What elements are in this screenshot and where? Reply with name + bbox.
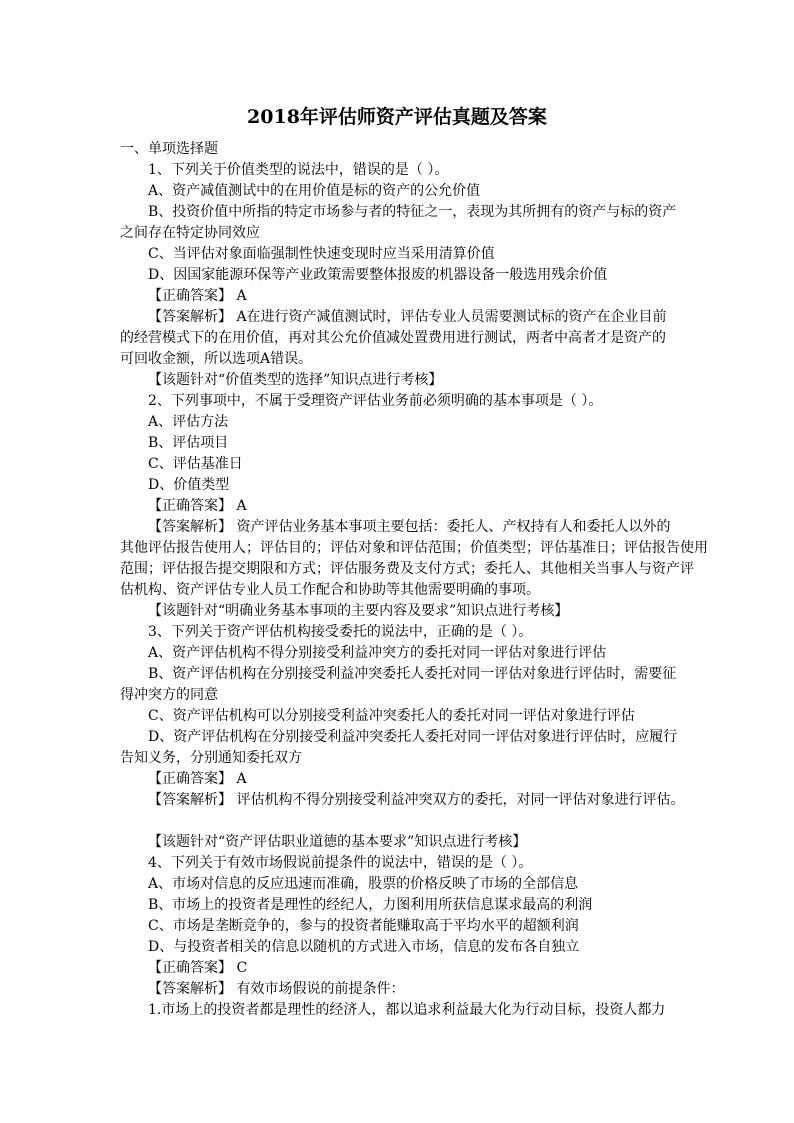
q4-stem: 4、下列关于有效市场假说前提条件的说法中，错误的是（ ）。: [148, 855, 533, 871]
q2-topic: 【该题针对“明确业务基本事项的主要内容及要求”知识点进行考核】: [148, 603, 569, 619]
q3-option-a: A、资产评估机构不得分别接受利益冲突方的委托对同一评估对象进行评估: [148, 645, 607, 661]
q1-analysis-line: 的经营模式下的在用价值，再对其公允价值减处置费用进行测试，两者中高者才是资产的: [120, 330, 666, 346]
q2-option-c: C、评估基准日: [148, 456, 243, 472]
q1-option-c: C、当评估对象面临强制性快速变现时应当采用清算价值: [148, 246, 495, 262]
q1-option-b: B、投资价值中所指的特定市场参与者的特征之一，表现为其所拥有的资产与标的资产: [148, 204, 677, 220]
q4-option-c: C、市场是垄断竞争的，参与的投资者能赚取高于平均水平的超额利润: [148, 918, 579, 934]
q3-answer: 【正确答案】 A: [148, 771, 247, 787]
q4-answer: 【正确答案】 C: [148, 960, 248, 976]
q2-analysis-line: 范围；评估报告提交期限和方式；评估服务费及支付方式；委托人、其他相关当事人与资产评: [120, 561, 694, 577]
q2-analysis-line: 其他评估报告使用人；评估目的；评估对象和评估范围；价值类型；评估基准日；评估报告使用: [120, 540, 708, 556]
q3-analysis-line: 【答案解析】 评估机构不得分别接受利益冲突双方的委托，对同一评估对象进行评估。: [148, 792, 685, 808]
q1-analysis-line: 【答案解析】 A在进行资产减值测试时，评估专业人员需要测试标的资产在企业目前: [148, 309, 667, 325]
q1-answer: 【正确答案】 A: [148, 288, 247, 304]
q3-option-b-cont: 得冲突方的同意: [120, 687, 218, 703]
q2-analysis-line: 估机构、资产评估专业人员工作配合和协助等其他需要明确的事项。: [120, 582, 540, 598]
section-heading: 一、单项选择题: [120, 141, 218, 157]
q2-analysis-line: 【答案解析】 资产评估业务基本事项主要包括：委托人、产权持有人和委托人以外的: [148, 519, 671, 535]
q1-option-a: A、资产减值测试中的在用价值是标的资产的公允价值: [148, 183, 481, 199]
q2-stem: 2、下列事项中，不属于受理资产评估业务前必须明确的基本事项是（ ）。: [148, 393, 603, 409]
q4-option-b: B、市场上的投资者是理性的经纪人，力图利用所获信息谋求最高的利润: [148, 897, 593, 913]
q1-stem: 1、下列关于价值类型的说法中，错误的是（ ）。: [148, 162, 449, 178]
q4-option-d: D、与投资者相关的信息以随机的方式进入市场，信息的发布各自独立: [148, 939, 580, 955]
q4-option-a: A、市场对信息的反应迅速而准确，股票的价格反映了市场的全部信息: [148, 876, 579, 892]
q1-analysis-line: 可回收金额，所以选项A错误。: [120, 351, 313, 367]
q3-stem: 3、下列关于资产评估机构接受委托的说法中，正确的是（ ）。: [148, 624, 533, 640]
q2-option-d: D、价值类型: [148, 477, 230, 493]
q2-answer: 【正确答案】 A: [148, 498, 247, 514]
q1-option-b-cont: 之间存在特定协同效应: [120, 225, 260, 241]
q4-analysis-line: 1.市场上的投资者都是理性的经济人，都以追求利益最大化为行动目标，投资人都力: [148, 1002, 666, 1018]
q4-analysis-line: 【答案解析】 有效市场假说的前提条件：: [148, 981, 405, 997]
q3-option-d-cont: 告知义务，分别通知委托双方: [120, 750, 302, 766]
q1-topic: 【该题针对“价值类型的选择”知识点进行考核】: [148, 372, 443, 388]
q3-option-d: D、资产评估机构在分别接受利益冲突委托人委托对同一评估对象进行评估时，应履行: [148, 729, 678, 745]
q3-option-b: B、资产评估机构在分别接受利益冲突委托人委托对同一评估对象进行评估时，需要征: [148, 666, 677, 682]
q3-option-c: C、资产评估机构可以分别接受利益冲突委托人的委托对同一评估对象进行评估: [148, 708, 635, 724]
q2-option-b: B、评估项目: [148, 435, 229, 451]
q3-topic: 【该题针对“资产评估职业道德的基本要求”知识点进行考核】: [148, 834, 527, 850]
page-title: 2018年评估师资产评估真题及答案: [247, 106, 547, 128]
q1-option-d: D、因国家能源环保等产业政策需要整体报废的机器设备一般选用残余价值: [148, 267, 608, 283]
q2-option-a: A、评估方法: [148, 414, 229, 430]
